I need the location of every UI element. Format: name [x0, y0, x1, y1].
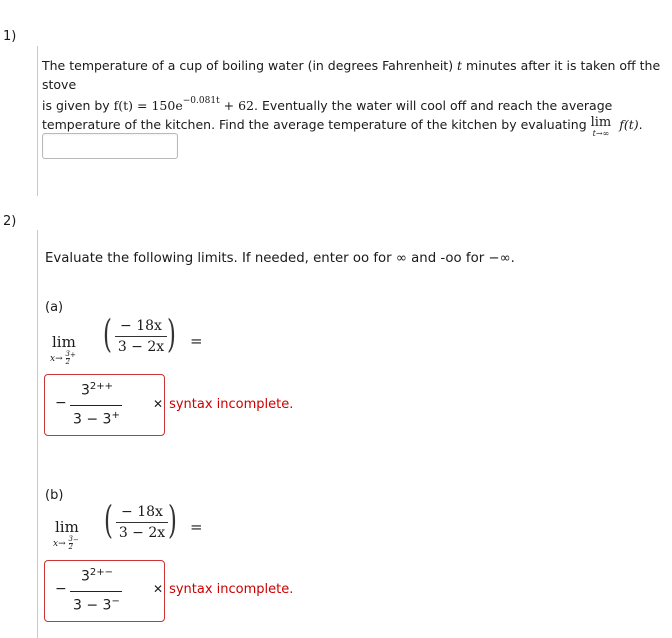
part-b-answer-box[interactable] [44, 560, 165, 622]
part-b-answer-fraction-bar [70, 591, 122, 592]
part-a-answer-numerator [81, 381, 113, 399]
q1-lim-word: lim [590, 114, 612, 130]
error-x-icon: ✕ [153, 397, 164, 411]
part-b-answer-denominator [73, 596, 120, 614]
part-a-answer-num-base: 3 [81, 382, 90, 399]
part-a-answer-fraction-bar [70, 405, 122, 406]
part-a-lim-side: + [69, 351, 76, 359]
part-b-answer-minus: − [55, 581, 67, 597]
part-b-lim-arrow: x→ [53, 539, 66, 549]
part-b-answer-num-base: 3 [81, 568, 90, 585]
q1-text-f: . [638, 116, 643, 132]
part-b-right-paren: ) [167, 498, 177, 542]
part-b-lim-word: lim [55, 518, 79, 536]
part-a-answer-den-base: 3 − 3 [73, 411, 112, 428]
part-a-right-paren: ) [166, 312, 176, 356]
part-b-numerator: − 18x [121, 504, 163, 520]
part-b-error-text: syntax incomplete. [169, 582, 294, 597]
part-b-equals: = [190, 518, 203, 536]
q1-var-t: t [457, 58, 463, 73]
q1-function-tail: + 62 [219, 98, 255, 114]
part-b-lim-side: − [72, 536, 79, 544]
part-b-answer-numerator [81, 567, 113, 585]
q1-function: f(t) = 150e [113, 98, 183, 114]
part-a-lim-arrow: x→ [50, 354, 63, 364]
part-b-lim-sub [53, 536, 79, 551]
part-a-answer-den-sup: + [111, 410, 120, 421]
part-a-answer-box[interactable] [44, 374, 165, 436]
question-number-2: 2) [3, 214, 17, 229]
part-a-answer-denominator [73, 410, 120, 428]
q1-text-d: . Eventually the water will cool off and reach the average [254, 98, 613, 114]
q1-lim-func: f(t) [619, 116, 639, 132]
part-b-answer-den-base: 3 − 3 [73, 597, 112, 614]
part-b-label: (b) [45, 488, 64, 503]
part-a-lim-sub [50, 351, 76, 366]
part-a-lim-point-den: 2 [65, 358, 70, 366]
error-x-icon: ✕ [153, 582, 164, 596]
part-b-denominator: 3 − 2x [118, 525, 166, 541]
part-b-lim-point-den: 2 [68, 543, 73, 551]
q1-lim-sub: t→∞ [592, 128, 610, 138]
part-a-error [153, 397, 293, 412]
part-a-numerator: − 18x [120, 318, 162, 334]
part-a-equals: = [190, 332, 203, 350]
q1-text-b: minutes after it is taken off the stove [42, 58, 661, 92]
part-a-denominator: 3 − 2x [117, 339, 165, 355]
part-a-label: (a) [45, 300, 64, 315]
question-divider-2 [37, 230, 38, 638]
part-a-fraction [115, 318, 167, 355]
part-a-error-text: syntax incomplete. [169, 397, 294, 412]
q1-limit [591, 116, 612, 140]
q1-text-c: is given by [42, 98, 114, 114]
part-a-left-paren: ( [102, 312, 112, 356]
part-b-error [153, 582, 293, 597]
question-number-1: 1) [3, 29, 17, 44]
q1-exponent: −0.081t [182, 96, 220, 106]
part-a-lim-word: lim [52, 333, 76, 351]
part-a-answer-num-sup: 2++ [89, 381, 114, 392]
question-1-text [42, 57, 667, 140]
question-divider-1 [37, 46, 38, 196]
part-b-fraction-bar [116, 522, 168, 523]
part-a-fraction-bar [115, 336, 167, 337]
q1-text-e: temperature of the kitchen. Find the average temperature of the kitchen by evaluating [42, 116, 591, 132]
question-2-instructions: Evaluate the following limits. If needed, enter oo for ∞ and -oo for −∞. [45, 251, 515, 266]
q1-text-a: The temperature of a cup of boiling water (in degrees Fahrenheit) [42, 58, 458, 73]
part-b-lim-point-num: 3 [68, 535, 73, 543]
part-a-answer-minus: − [55, 395, 67, 411]
part-b-left-paren: ( [103, 498, 113, 542]
part-b-answer-den-sup: − [111, 596, 120, 607]
part-b-fraction [116, 504, 168, 541]
part-b-answer-num-sup: 2+− [89, 567, 114, 578]
part-a-lim-point-num: 3 [65, 350, 70, 358]
answer-input-1[interactable] [42, 133, 178, 159]
